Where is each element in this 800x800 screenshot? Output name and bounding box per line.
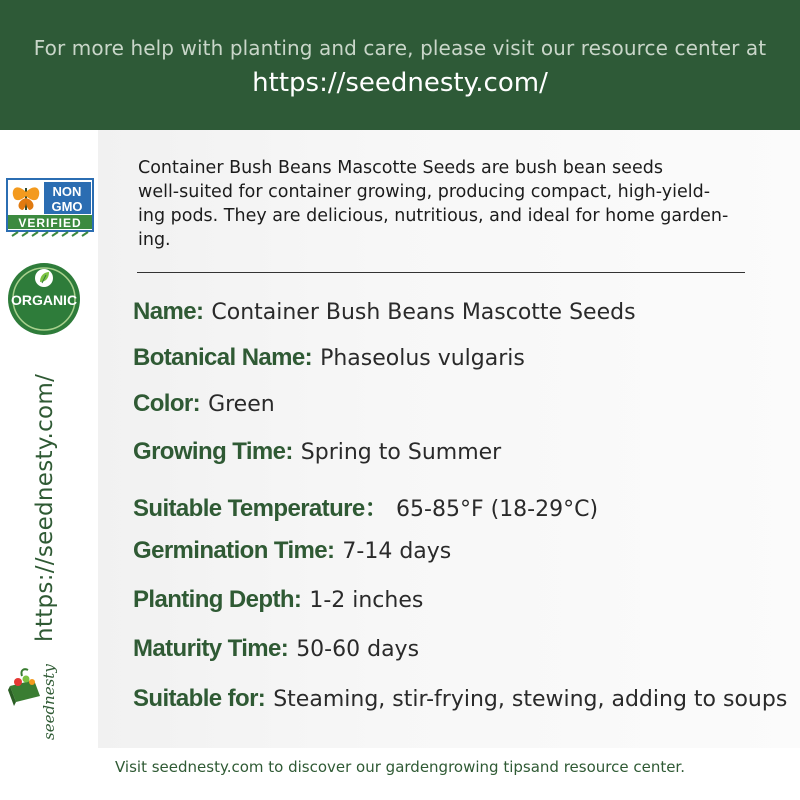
spec-label: Planting Depth: <box>133 586 302 613</box>
spec-value: 1-2 inches <box>309 588 424 613</box>
spec-label: Color: <box>133 390 201 417</box>
organic-badge <box>4 262 84 336</box>
logo-text: seednesty <box>40 664 58 740</box>
spec-value: Phaseolus vulgaris <box>320 346 525 371</box>
seednesty-logo <box>4 662 70 748</box>
spec-value: 50-60 days <box>296 637 420 662</box>
spec-label: Germination Time: <box>133 537 335 564</box>
spec-color <box>133 390 275 418</box>
spec-label: Suitable Temperature： <box>133 495 389 522</box>
spec-name <box>133 298 636 326</box>
spec-suitable-temperature <box>133 488 598 523</box>
spec-botanical-name <box>133 344 525 372</box>
spec-label: Name: <box>133 298 204 325</box>
description-line: well-suited for container growing, producing compact, high-yield- <box>138 182 711 202</box>
spec-planting-depth <box>133 586 423 614</box>
footer-text: Visit seednesty.com to discover our gardengrowing tipsand resource center. <box>115 758 685 776</box>
spec-suitable-for <box>133 685 787 713</box>
spec-growing-time <box>133 438 501 466</box>
description-line: Container Bush Beans Mascotte Seeds are bush bean seeds <box>138 158 663 178</box>
banner-url-link[interactable]: https://seednesty.com/ <box>252 68 548 98</box>
seed-box-icon <box>4 662 44 712</box>
spec-label: Botanical Name: <box>133 344 313 371</box>
leaf-row-icon <box>12 232 88 236</box>
vertical-url-link[interactable]: https://seednesty.com/ <box>32 373 58 642</box>
spec-value: Steaming, stir-frying, stewing, adding to soups <box>273 687 788 712</box>
non-gmo-line1: NON <box>52 184 82 199</box>
spec-value: 65-85°F (18-29°C) <box>396 497 599 522</box>
organic-label: ORGANIC <box>10 292 78 308</box>
description-divider <box>137 272 745 273</box>
leaf-icon <box>35 269 53 287</box>
spec-maturity-time <box>133 635 419 663</box>
spec-label: Maturity Time: <box>133 635 289 662</box>
spec-label: Suitable for: <box>133 685 266 712</box>
spec-value: Spring to Summer <box>300 440 502 465</box>
product-description <box>138 156 763 252</box>
spec-value: 7-14 days <box>342 539 452 564</box>
banner-help-text: For more help with planting and care, please visit our resource center at <box>33 36 767 60</box>
description-line: ing pods. They are delicious, nutritious, and ideal for home garden- <box>138 206 729 226</box>
spec-germination-time <box>133 537 451 565</box>
description-line: ing. <box>138 230 171 250</box>
non-gmo-line2: GMO <box>51 199 83 214</box>
spec-label: Growing Time: <box>133 438 293 465</box>
non-gmo-verified-badge <box>6 178 94 242</box>
spec-value: Container Bush Beans Mascotte Seeds <box>211 300 636 325</box>
verified-label: VERIFIED <box>18 216 82 230</box>
spec-value: Green <box>208 392 275 417</box>
top-banner <box>0 0 800 130</box>
